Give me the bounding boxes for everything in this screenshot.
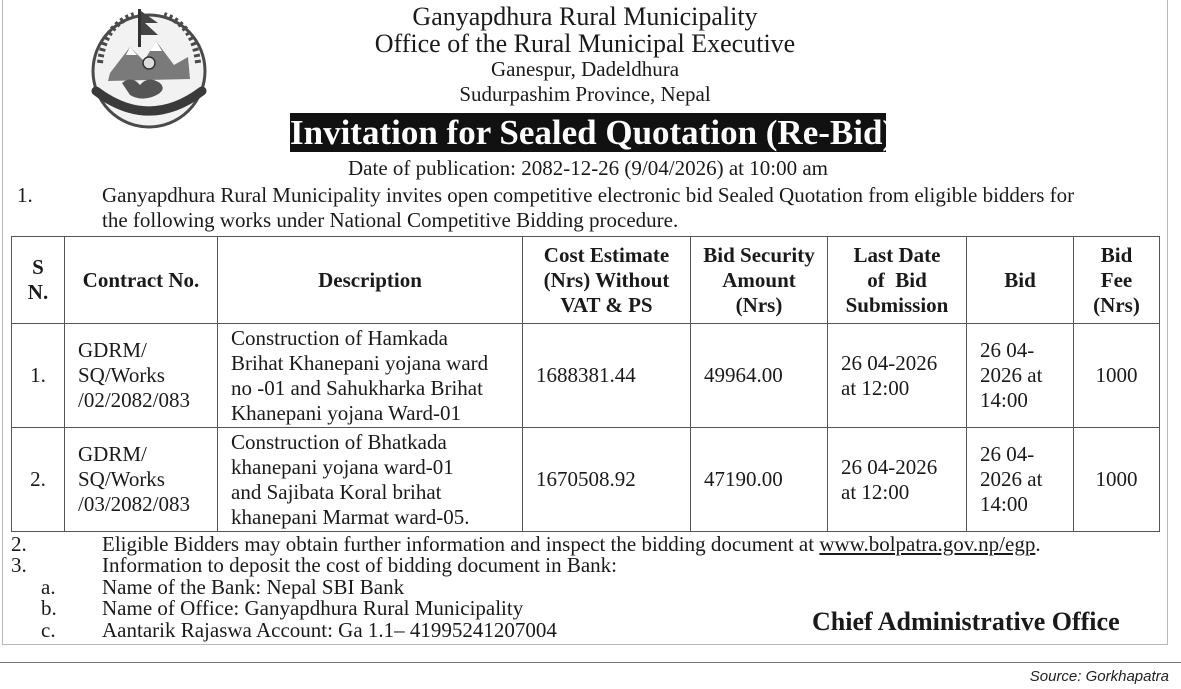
- col-header-last-date: [828, 237, 967, 324]
- row-last-date: [828, 324, 967, 428]
- last-date-line: 26 04-2026: [841, 454, 938, 479]
- bank-item-label: a.: [41, 575, 56, 599]
- bolpatra-link[interactable]: www.bolpatra.gov.np/egp: [819, 532, 1036, 556]
- row-contract-no: [65, 324, 218, 428]
- table-header-row: [12, 237, 1160, 324]
- col-header-fee-line: (Nrs): [1093, 292, 1140, 317]
- row-cost-estimate: 1670508.92: [523, 428, 691, 532]
- row-bid-security: 49964.00: [691, 324, 828, 428]
- table-row: [12, 428, 1160, 532]
- row-bid-security: 47190.00: [691, 428, 828, 532]
- row-description: [218, 324, 523, 428]
- publication-date: Date of publication: 2082-12-26 (9/04/2026) at 10:00 am: [348, 156, 828, 180]
- description-line: and Sajibata Koral brihat: [231, 479, 442, 504]
- row-description: [218, 428, 523, 532]
- bank-item-label: b.: [41, 596, 57, 620]
- clause-1-line-2: the following works under National Competitive Bidding procedure.: [102, 208, 679, 232]
- clause-2-body: Eligible Bidders may obtain further information and inspect the bidding document at: [102, 532, 820, 556]
- col-header-security-line: (Nrs): [735, 292, 783, 317]
- bid-line: 2026 at: [980, 363, 1043, 387]
- clause-2-text: [102, 534, 1041, 555]
- clause-3-text: Information to deposit the cost of bidding document in Bank:: [102, 553, 618, 577]
- description-line: Brihat Khanepani yojana ward: [231, 350, 489, 375]
- description-line: no -01 and Sahukharka Brihat: [231, 375, 483, 400]
- bid-line: 14:00: [980, 388, 1028, 412]
- col-header-last-date-line: Last Date: [853, 242, 941, 267]
- source-credit: Source: Gorkhapatra: [1029, 668, 1169, 685]
- table-row: [12, 324, 1160, 428]
- col-header-cost-line: (Nrs) Without: [543, 267, 670, 292]
- bid-line: 2026 at: [980, 467, 1043, 491]
- bank-item-text: Aantarik Rajaswa Account: Ga 1.1– 41995241207004: [102, 618, 557, 642]
- contracts-table: [11, 236, 1160, 532]
- col-header-last-date-line: of Bid: [867, 267, 927, 292]
- contract-line: SQ/Works: [78, 363, 165, 387]
- bank-item-text: Name of the Bank: Nepal SBI Bank: [102, 575, 405, 599]
- row-cost-estimate: 1688381.44: [523, 324, 691, 428]
- bank-item-text: Name of Office: Ganyapdhura Rural Municipality: [102, 596, 524, 620]
- row-bid-fee: 1000: [1074, 324, 1160, 428]
- bid-line: 26 04-: [980, 338, 1035, 362]
- issuer-signature: Chief Administrative Office: [812, 607, 1120, 636]
- col-header-description: Description: [218, 237, 523, 324]
- col-header-security-line: Amount: [722, 267, 796, 292]
- row-last-date: [828, 428, 967, 532]
- divider: [0, 662, 1181, 663]
- row-sn: 2.: [12, 428, 65, 532]
- last-date-line: at 12:00: [841, 479, 910, 504]
- col-header-sn-line: S: [32, 255, 44, 279]
- contract-line: GDRM/: [78, 338, 147, 362]
- col-header-fee: [1074, 237, 1160, 324]
- description-line: khanepani yojana ward-01: [231, 454, 454, 479]
- row-bid: [967, 324, 1074, 428]
- col-header-security: [691, 237, 828, 324]
- col-header-bid: Bid: [967, 237, 1074, 324]
- col-header-fee-line: Bid: [1100, 242, 1133, 267]
- col-header-cost-line: VAT & PS: [560, 292, 653, 317]
- row-bid: [967, 428, 1074, 532]
- col-header-cost: [523, 237, 691, 324]
- description-line: khanepani Marmat ward-05.: [231, 504, 470, 529]
- col-header-security-line: Bid Security: [703, 242, 815, 267]
- contract-line: /03/2082/083: [78, 492, 191, 516]
- clause-2-end: .: [1035, 532, 1041, 556]
- row-sn: 1.: [12, 324, 65, 428]
- clause-1-number: 1.: [17, 183, 33, 207]
- last-date-line: at 12:00: [841, 375, 910, 400]
- clause-2-number: 2.: [11, 532, 27, 556]
- bank-item-label: c.: [41, 618, 56, 642]
- contract-line: SQ/Works: [78, 467, 165, 491]
- col-header-sn: [12, 237, 65, 324]
- description-line: Khanepani yojana Ward-01: [231, 400, 462, 425]
- col-header-last-date-line: Submission: [845, 292, 949, 317]
- col-header-sn-line: N.: [27, 280, 49, 304]
- office-name: Office of the Rural Municipal Executive: [374, 29, 796, 58]
- municipality-name: Ganyapdhura Rural Municipality: [412, 2, 758, 31]
- nepal-emblem-icon: [82, 3, 217, 135]
- col-header-fee-line: Fee: [1100, 267, 1133, 292]
- description-line: Construction of Bhatkada: [231, 429, 447, 454]
- office-province: Sudurpashim Province, Nepal: [459, 82, 711, 106]
- row-bid-fee: 1000: [1074, 428, 1160, 532]
- notice-title: Invitation for Sealed Quotation (Re-Bid): [290, 113, 895, 152]
- bid-line: 14:00: [980, 492, 1028, 516]
- description-line: Construction of Hamkada: [231, 325, 448, 350]
- col-header-cost-line: Cost Estimate: [543, 242, 670, 267]
- row-contract-no: [65, 428, 218, 532]
- contract-line: GDRM/: [78, 442, 147, 466]
- col-header-contract: Contract No.: [65, 237, 218, 324]
- clause-3-number: 3.: [11, 553, 27, 577]
- clause-1-line-1: Ganyapdhura Rural Municipality invites open competitive electronic bid Sealed Quotation from eligible bidders for: [102, 183, 1075, 207]
- last-date-line: 26 04-2026: [841, 350, 938, 375]
- contract-line: /02/2082/083: [78, 388, 191, 412]
- office-address: Ganespur, Dadeldhura: [490, 57, 680, 81]
- bid-line: 26 04-: [980, 442, 1035, 466]
